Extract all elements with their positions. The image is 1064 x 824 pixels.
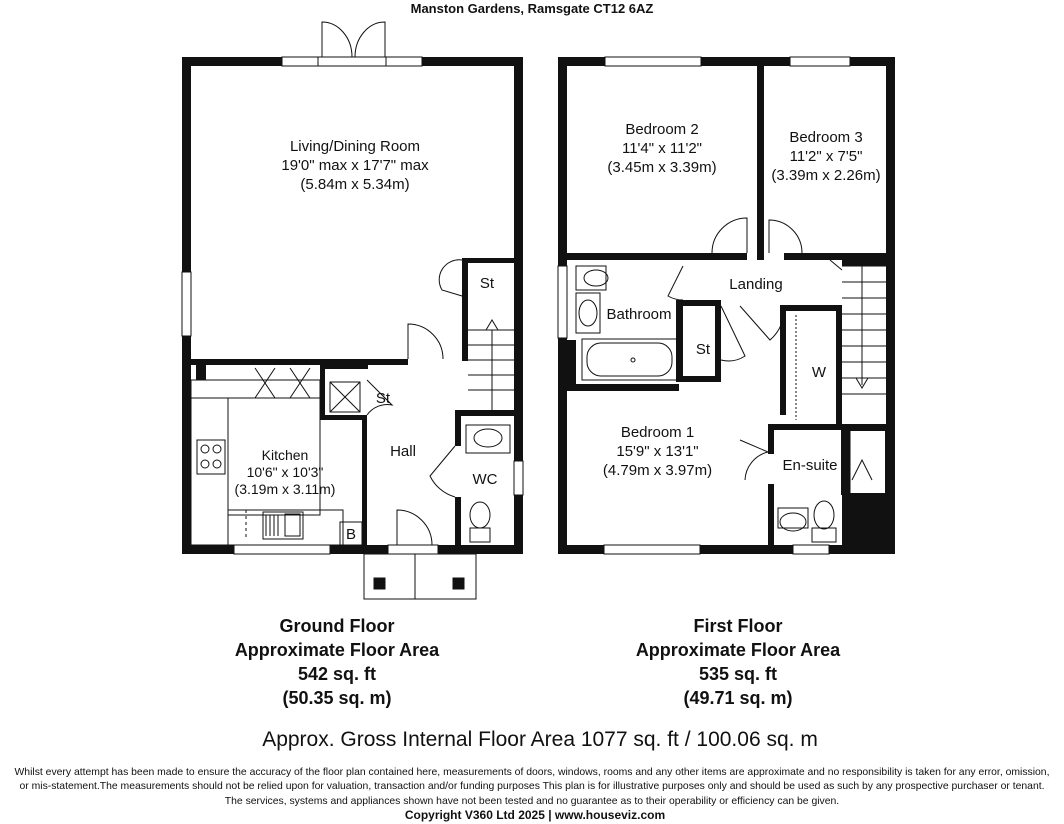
disclaimer-line: The services, systems and appliances shown have not been tested and no guarantee as to their operability or efficiency can be given. — [224, 795, 840, 807]
bedroom-1-label — [585, 423, 730, 480]
first-floor-sqft: 535 sq. ft — [698, 664, 778, 684]
living-dining-room-label — [255, 137, 455, 194]
kitchen-name: Kitchen — [261, 447, 309, 463]
hall-label: Hall — [390, 443, 416, 460]
first-floor-sqm: (49.71 sq. m) — [683, 688, 793, 708]
store-upper-label: St — [479, 275, 495, 292]
first-floor-subtitle: Approximate Floor Area — [635, 640, 841, 660]
first-store-label: St — [695, 341, 711, 358]
first-floor-name: First Floor — [693, 616, 783, 636]
bedroom2-name: Bedroom 2 — [625, 121, 699, 138]
bedroom1-imperial: 15'9" x 13'1" — [616, 443, 699, 460]
stairs-ground — [468, 320, 514, 410]
ground-floor-sqft: 542 sq. ft — [297, 664, 377, 684]
wc-label: WC — [472, 471, 498, 488]
porch — [364, 554, 476, 599]
living-metric: (5.84m x 5.34m) — [300, 176, 410, 193]
french-doors — [322, 22, 385, 57]
bathroom-label: Bathroom — [606, 306, 672, 323]
kitchen-imperial: 10'6" x 10'3" — [246, 464, 324, 480]
bedroom2-metric: (3.45m x 3.39m) — [607, 159, 717, 176]
bedroom1-metric: (4.79m x 3.97m) — [602, 462, 713, 479]
bedroom-2-label — [592, 120, 732, 177]
kitchen-metric: (3.19m x 3.11m) — [234, 481, 336, 497]
first-floor-caption — [608, 614, 868, 710]
kitchen-label — [220, 447, 350, 498]
copyright: Copyright V360 Ltd 2025 | www.houseviz.com — [404, 808, 666, 822]
store-lower-label: St — [375, 390, 391, 407]
bedroom3-metric: (3.39m x 2.26m) — [771, 167, 881, 184]
bedroom3-name: Bedroom 3 — [789, 129, 863, 146]
disclaimer — [0, 766, 1064, 809]
living-name: Living/Dining Room — [289, 138, 421, 155]
landing-label: Landing — [729, 276, 783, 293]
wardrobe-label: W — [811, 364, 827, 381]
living-imperial: 19'0" max x 17'7" max — [281, 157, 429, 174]
bedroom-3-label — [760, 128, 892, 185]
bedroom3-imperial: 11'2" x 7'5" — [789, 148, 863, 165]
gross-internal-area: Approx. Gross Internal Floor Area 1077 sq. ft / 100.06 sq. m — [262, 728, 818, 751]
bedroom1-name: Bedroom 1 — [620, 424, 695, 441]
ground-floor-caption — [207, 614, 467, 710]
boiler-label: B — [345, 526, 356, 543]
disclaimer-line: Whilst every attempt has been made to ensure the accuracy of the floor plan contained here, measurements of doors, windows, rooms and any other items are approximate and no responsibility is taken for any error, omission, — [14, 767, 1050, 778]
ground-floor-name: Ground Floor — [279, 616, 395, 636]
ensuite-label: En-suite — [782, 457, 838, 474]
ground-floor-sqm: (50.35 sq. m) — [282, 688, 392, 708]
property-address: Manston Gardens, Ramsgate CT12 6AZ — [410, 1, 654, 16]
bedroom2-imperial: 11'4" x 11'2" — [621, 140, 703, 157]
disclaimer-line: or mis-statement.The measurements should not be relied upon for valuation, transaction and/or funding purposes This plan is for illustrative purposes only and should be used as such by any prospective purchaser or tenant. — [19, 781, 1045, 793]
ground-floor-subtitle: Approximate Floor Area — [234, 640, 440, 660]
